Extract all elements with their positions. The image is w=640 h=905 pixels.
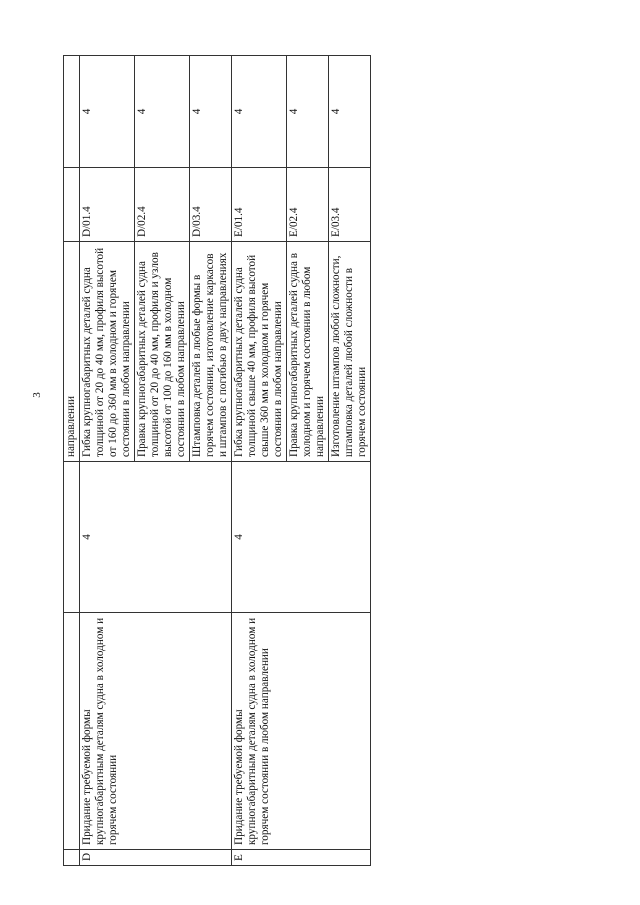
unit-code: D/01.4	[80, 168, 135, 242]
unit-level: 4	[135, 56, 190, 168]
unit-name: Изготовление штампов любой сложности, штамповка деталей любой сложности в горячем состоянии	[329, 242, 371, 462]
function-name: Придание требуемой формы крупногабаритным деталям судна в холодном и горячем состоянии	[80, 613, 232, 850]
unit-name: Правка крупногабаритных деталей судна толщиной от 20 до 40 мм, профиля и узлов высотой от 100 до 160 мм в холодном состоянии в любом направлении	[135, 242, 190, 462]
function-level: 4	[232, 462, 371, 613]
unit-name: Гибка крупногабаритных деталей судна толщиной от 20 до 40 мм, профиля высотой от 160 до 360 мм в холодном и горячем состоянии в любом направлении	[80, 242, 135, 462]
function-row-e	[232, 56, 287, 866]
empty-cell	[64, 168, 80, 242]
unit-level: 4	[190, 56, 232, 168]
qualification-table	[63, 55, 371, 866]
function-row-d	[80, 56, 135, 866]
continuation-text: направлении	[64, 242, 80, 462]
empty-cell	[64, 613, 80, 850]
unit-level: 4	[232, 56, 287, 168]
function-code: D	[80, 850, 232, 866]
page-number: 3	[31, 392, 43, 398]
function-level: 4	[80, 462, 232, 613]
empty-cell	[64, 850, 80, 866]
unit-code: E/01.4	[232, 168, 287, 242]
unit-name: Гибка крупногабаритных деталей судна толщиной свыше 40 мм, профиля высотой свыше 360 мм в холодном и горячем состоянии в любом направлении	[232, 242, 287, 462]
unit-code: E/03.4	[329, 168, 371, 242]
empty-cell	[64, 56, 80, 168]
function-name: Придание требуемой формы крупногабаритным деталям судна в холодном и горячем состоянии в любом направлении	[232, 613, 371, 850]
unit-name: Правка крупногабаритных деталей судна в холодном и горячем состоянии в любом направлении	[287, 242, 329, 462]
empty-cell	[64, 462, 80, 613]
unit-code: E/02.4	[287, 168, 329, 242]
continuation-row	[64, 56, 80, 866]
unit-level: 4	[80, 56, 135, 168]
unit-level: 4	[329, 56, 371, 168]
unit-name: Штамповка деталей в любые формы в горячем состоянии, изготовление каркасов и штампов с погибью в двух направлениях	[190, 242, 232, 462]
unit-code: D/03.4	[190, 168, 232, 242]
unit-code: D/02.4	[135, 168, 190, 242]
rotated-table-wrapper	[63, 56, 368, 866]
unit-level: 4	[287, 56, 329, 168]
function-code: E	[232, 850, 371, 866]
